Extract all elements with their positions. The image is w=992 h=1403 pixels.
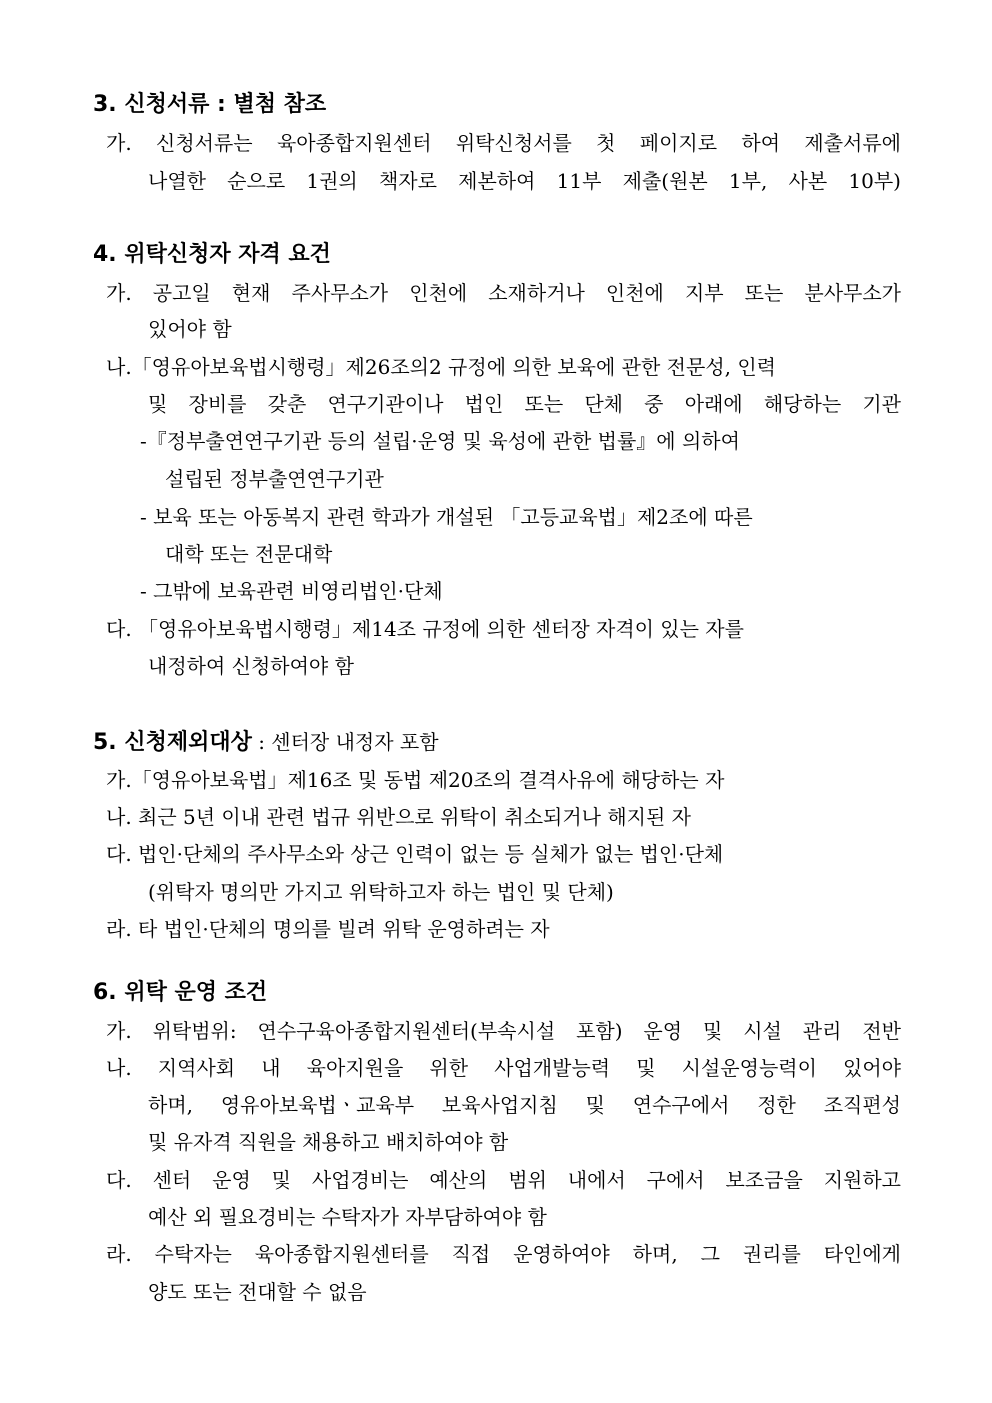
section-4-dash-item-3-line-1: - 그밖에 보육관련 비영리법인·단체 xyxy=(140,579,443,603)
section-6-item-na-line-2: 하며, 영유아보육법ㆍ교육부 보육사업지침 및 연수구에서 정한 조직편성 xyxy=(148,1093,901,1117)
section-4-item-na-line-1: 나.「영유아보육법시행령」제26조의2 규정에 의한 보육에 관한 전문성, 인력 xyxy=(106,355,776,379)
section-5-item-da-line-2: (위탁자 명의만 가지고 위탁하고자 하는 법인 및 단체) xyxy=(148,880,614,904)
section-4-dash-item-1-line-2: 설립된 정부출연연구기관 xyxy=(165,467,384,491)
section-4-item-da-line-1: 다. 「영유아보육법시행령」제14조 규정에 의한 센터장 자격이 있는 자를 xyxy=(106,617,744,641)
section-5-heading xyxy=(93,728,439,757)
section-4-item-na-line-2: 및 장비를 갖춘 연구기관이나 법인 또는 단체 중 아래에 해당하는 기관 xyxy=(148,392,901,416)
section-4-dash-item-2-line-1: - 보육 또는 아동복지 관련 학과가 개설된 「고등교육법」제2조에 따른 xyxy=(140,505,753,529)
section-3-item-ga-line-2: 나열한 순으로 1권의 책자로 제본하여 11부 제출(원본 1부, 사본 10부) xyxy=(148,169,901,193)
section-5-item-da-line-1: 다. 법인·단체의 주사무소와 상근 인력이 없는 등 실체가 없는 법인·단체 xyxy=(106,842,724,866)
section-6-item-ra-line-1: 라. 수탁자는 육아종합지원센터를 직접 운영하여야 하며, 그 권리를 타인에게 xyxy=(106,1242,901,1266)
section-5-title: 5. 신청제외대상 xyxy=(93,730,252,755)
section-4-dash-item-2-line-2: 대학 또는 전문대학 xyxy=(165,542,333,566)
section-6-item-da-line-1: 다. 센터 운영 및 사업경비는 예산의 범위 내에서 구에서 보조금을 지원하고 xyxy=(106,1168,901,1192)
section-4-item-ga-line-2: 있어야 함 xyxy=(148,317,232,341)
section-6-item-ra-line-2: 양도 또는 전대할 수 없음 xyxy=(148,1280,367,1304)
section-6-item-na-line-1: 나. 지역사회 내 육아지원을 위한 사업개발능력 및 시설운영능력이 있어야 xyxy=(106,1056,901,1080)
section-5-item-na-line-1: 나. 최근 5년 이내 관련 법규 위반으로 위탁이 취소되거나 해지된 자 xyxy=(106,805,691,829)
section-5-item-ra-line-1: 라. 타 법인·단체의 명의를 빌려 위탁 운영하려는 자 xyxy=(106,917,550,941)
section-6-item-da-line-2: 예산 외 필요경비는 수탁자가 자부담하여야 함 xyxy=(148,1205,547,1229)
section-3-heading: 3. 신청서류 : 별첨 참조 xyxy=(93,92,327,117)
section-4-dash-item-1-line-1: -『정부출연연구기관 등의 설립·운영 및 육성에 관한 법률』에 의하여 xyxy=(140,429,740,453)
section-5-title-note: : 센터장 내정자 포함 xyxy=(251,730,439,754)
section-5-item-ga-line-1: 가.「영유아보육법」제16조 및 동법 제20조의 결격사유에 해당하는 자 xyxy=(106,768,725,792)
section-4-heading: 4. 위탁신청자 자격 요건 xyxy=(93,242,331,267)
section-6-item-ga-line-1: 가. 위탁범위: 연수구육아종합지원센터(부속시설 포함) 운영 및 시설 관리 전반 xyxy=(106,1019,901,1043)
section-4-item-da-line-2: 내정하여 신청하여야 함 xyxy=(148,654,354,678)
section-6-item-na-line-3: 및 유자격 직원을 채용하고 배치하여야 함 xyxy=(148,1130,509,1154)
section-4-item-ga-line-1: 가. 공고일 현재 주사무소가 인천에 소재하거나 인천에 지부 또는 분사무소가 xyxy=(106,281,901,305)
section-6-heading: 6. 위탁 운영 조건 xyxy=(93,980,268,1005)
section-3-item-ga-line-1: 가. 신청서류는 육아종합지원센터 위탁신청서를 첫 페이지로 하여 제출서류에 xyxy=(106,131,901,155)
